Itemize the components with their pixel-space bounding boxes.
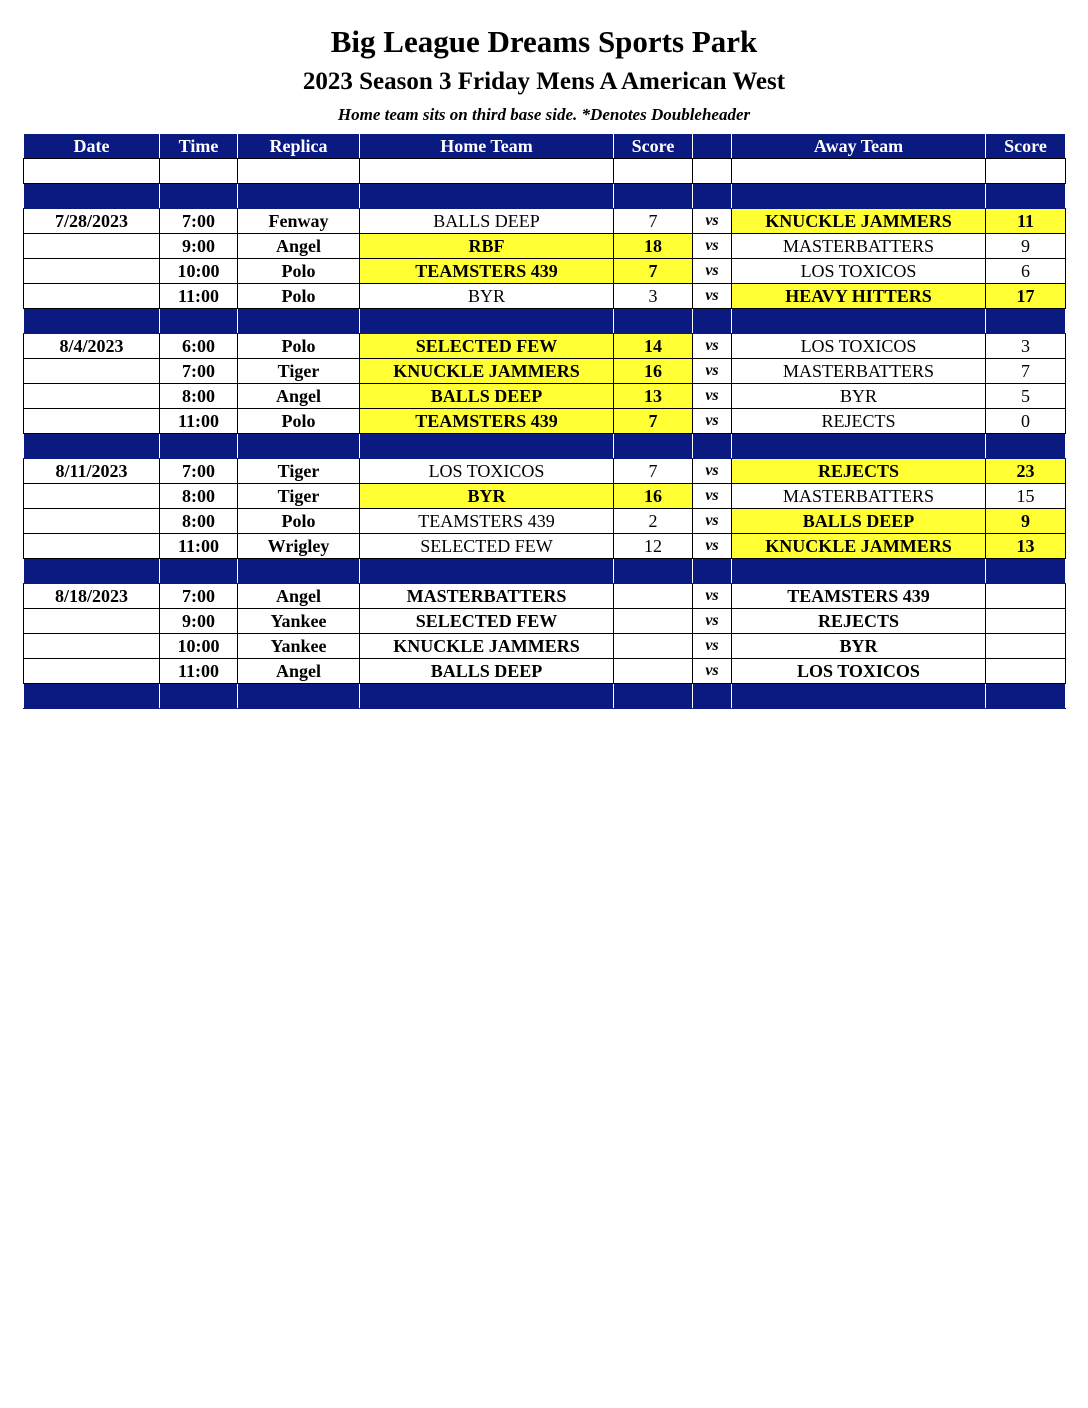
away-team-cell: REJECTS — [732, 409, 986, 434]
time-cell: 7:00 — [160, 209, 238, 234]
time-cell: 7:00 — [160, 359, 238, 384]
time-cell: 6:00 — [160, 334, 238, 359]
blank-cell — [614, 159, 693, 184]
separator-cell — [614, 184, 693, 209]
game-row — [24, 484, 1066, 509]
separator-cell — [732, 559, 986, 584]
replica-cell: Tiger — [238, 459, 360, 484]
separator-cell — [693, 309, 732, 334]
away-score-cell: 13 — [986, 534, 1066, 559]
away-score-cell: 17 — [986, 284, 1066, 309]
separator-cell — [24, 309, 160, 334]
replica-cell: Fenway — [238, 209, 360, 234]
separator-cell — [732, 184, 986, 209]
schedule-table — [23, 133, 1066, 709]
week-separator-row — [24, 184, 1066, 209]
time-cell: 8:00 — [160, 509, 238, 534]
away-team-cell: KNUCKLE JAMMERS — [732, 534, 986, 559]
date-cell — [24, 384, 160, 409]
home-score-cell: 7 — [614, 409, 693, 434]
replica-cell: Tiger — [238, 359, 360, 384]
home-team-cell: BYR — [360, 484, 614, 509]
date-cell — [24, 359, 160, 384]
week-separator-row — [24, 559, 1066, 584]
week-separator-row — [24, 434, 1066, 459]
vs-cell: vs — [693, 584, 732, 609]
away-score-cell: 23 — [986, 459, 1066, 484]
game-row — [24, 534, 1066, 559]
vs-cell: vs — [693, 334, 732, 359]
col-header-home-team: Home Team — [360, 134, 614, 159]
game-row — [24, 284, 1066, 309]
home-team-cell: SELECTED FEW — [360, 334, 614, 359]
blank-cell — [732, 159, 986, 184]
col-header-time: Time — [160, 134, 238, 159]
away-score-cell — [986, 634, 1066, 659]
game-row — [24, 409, 1066, 434]
replica-cell: Polo — [238, 284, 360, 309]
separator-cell — [986, 559, 1066, 584]
blank-cell — [160, 159, 238, 184]
blank-cell — [238, 159, 360, 184]
col-header-away-score: Score — [986, 134, 1066, 159]
away-score-cell: 3 — [986, 334, 1066, 359]
separator-cell — [986, 684, 1066, 709]
separator-cell — [732, 309, 986, 334]
date-cell — [24, 509, 160, 534]
home-score-cell — [614, 659, 693, 684]
time-cell: 8:00 — [160, 484, 238, 509]
away-score-cell: 6 — [986, 259, 1066, 284]
away-score-cell: 5 — [986, 384, 1066, 409]
col-header-away-team: Away Team — [732, 134, 986, 159]
home-team-cell: SELECTED FEW — [360, 609, 614, 634]
home-score-cell — [614, 584, 693, 609]
vs-cell: vs — [693, 509, 732, 534]
away-team-cell: BYR — [732, 634, 986, 659]
vs-cell: vs — [693, 284, 732, 309]
date-cell: 8/18/2023 — [24, 584, 160, 609]
separator-cell — [732, 684, 986, 709]
separator-cell — [986, 184, 1066, 209]
home-score-cell: 13 — [614, 384, 693, 409]
away-score-cell — [986, 659, 1066, 684]
home-score-cell: 3 — [614, 284, 693, 309]
separator-cell — [693, 184, 732, 209]
home-team-cell: MASTERBATTERS — [360, 584, 614, 609]
away-score-cell: 0 — [986, 409, 1066, 434]
game-row — [24, 359, 1066, 384]
vs-cell: vs — [693, 234, 732, 259]
away-team-cell: MASTERBATTERS — [732, 234, 986, 259]
home-team-cell: TEAMSTERS 439 — [360, 509, 614, 534]
blank-cell — [360, 159, 614, 184]
replica-cell: Tiger — [238, 484, 360, 509]
home-score-cell: 12 — [614, 534, 693, 559]
away-team-cell: REJECTS — [732, 609, 986, 634]
home-team-cell: BALLS DEEP — [360, 209, 614, 234]
home-team-cell: BALLS DEEP — [360, 384, 614, 409]
separator-cell — [160, 184, 238, 209]
separator-cell — [238, 184, 360, 209]
game-row — [24, 459, 1066, 484]
date-cell — [24, 234, 160, 259]
away-team-cell: MASTERBATTERS — [732, 484, 986, 509]
home-team-cell: BALLS DEEP — [360, 659, 614, 684]
home-team-cell: RBF — [360, 234, 614, 259]
time-cell: 11:00 — [160, 534, 238, 559]
separator-cell — [160, 559, 238, 584]
home-score-cell: 16 — [614, 484, 693, 509]
home-team-cell: LOS TOXICOS — [360, 459, 614, 484]
date-cell: 8/4/2023 — [24, 334, 160, 359]
game-row — [24, 234, 1066, 259]
separator-cell — [24, 559, 160, 584]
blank-cell — [24, 159, 160, 184]
separator-cell — [360, 309, 614, 334]
away-team-cell: BALLS DEEP — [732, 509, 986, 534]
vs-cell: vs — [693, 659, 732, 684]
separator-cell — [693, 559, 732, 584]
date-cell — [24, 534, 160, 559]
separator-cell — [24, 184, 160, 209]
blank-cell — [986, 159, 1066, 184]
away-team-cell: LOS TOXICOS — [732, 659, 986, 684]
time-cell: 9:00 — [160, 234, 238, 259]
col-header-replica: Replica — [238, 134, 360, 159]
vs-cell: vs — [693, 484, 732, 509]
game-row — [24, 509, 1066, 534]
separator-cell — [360, 184, 614, 209]
separator-cell — [614, 434, 693, 459]
blank-row — [24, 159, 1066, 184]
replica-cell: Polo — [238, 259, 360, 284]
date-cell — [24, 259, 160, 284]
separator-cell — [732, 434, 986, 459]
replica-cell: Polo — [238, 509, 360, 534]
home-score-cell: 18 — [614, 234, 693, 259]
home-score-cell: 2 — [614, 509, 693, 534]
separator-cell — [238, 684, 360, 709]
time-cell: 7:00 — [160, 459, 238, 484]
separator-cell — [614, 309, 693, 334]
schedule-body — [24, 159, 1066, 709]
time-cell: 9:00 — [160, 609, 238, 634]
blank-cell — [693, 159, 732, 184]
separator-cell — [693, 434, 732, 459]
time-cell: 10:00 — [160, 634, 238, 659]
away-score-cell — [986, 584, 1066, 609]
separator-cell — [238, 309, 360, 334]
time-cell: 11:00 — [160, 284, 238, 309]
separator-cell — [238, 434, 360, 459]
game-row — [24, 634, 1066, 659]
week-separator-row — [24, 309, 1066, 334]
date-cell: 7/28/2023 — [24, 209, 160, 234]
home-team-cell: TEAMSTERS 439 — [360, 409, 614, 434]
away-score-cell: 7 — [986, 359, 1066, 384]
game-row — [24, 584, 1066, 609]
col-header-vs — [693, 134, 732, 159]
vs-cell: vs — [693, 384, 732, 409]
separator-cell — [986, 309, 1066, 334]
separator-cell — [360, 684, 614, 709]
replica-cell: Angel — [238, 584, 360, 609]
time-cell: 11:00 — [160, 659, 238, 684]
away-score-cell: 9 — [986, 509, 1066, 534]
week-separator-row — [24, 684, 1066, 709]
game-row — [24, 659, 1066, 684]
date-cell: 8/11/2023 — [24, 459, 160, 484]
away-score-cell: 9 — [986, 234, 1066, 259]
separator-cell — [986, 434, 1066, 459]
date-cell — [24, 634, 160, 659]
separator-cell — [24, 684, 160, 709]
vs-cell: vs — [693, 609, 732, 634]
home-team-cell: BYR — [360, 284, 614, 309]
time-cell: 8:00 — [160, 384, 238, 409]
away-team-cell: TEAMSTERS 439 — [732, 584, 986, 609]
away-team-cell: REJECTS — [732, 459, 986, 484]
separator-cell — [360, 434, 614, 459]
date-cell — [24, 484, 160, 509]
home-score-cell — [614, 609, 693, 634]
col-header-date: Date — [24, 134, 160, 159]
col-header-home-score: Score — [614, 134, 693, 159]
separator-cell — [693, 684, 732, 709]
replica-cell: Angel — [238, 234, 360, 259]
separator-cell — [360, 559, 614, 584]
home-score-cell: 7 — [614, 459, 693, 484]
date-cell — [24, 609, 160, 634]
replica-cell: Polo — [238, 334, 360, 359]
away-score-cell — [986, 609, 1066, 634]
game-row — [24, 384, 1066, 409]
separator-cell — [24, 434, 160, 459]
vs-cell: vs — [693, 534, 732, 559]
time-cell: 11:00 — [160, 409, 238, 434]
vs-cell: vs — [693, 409, 732, 434]
separator-cell — [160, 684, 238, 709]
home-team-cell: SELECTED FEW — [360, 534, 614, 559]
replica-cell: Polo — [238, 409, 360, 434]
date-cell — [24, 284, 160, 309]
home-team-cell: KNUCKLE JAMMERS — [360, 634, 614, 659]
game-row — [24, 259, 1066, 284]
replica-cell: Yankee — [238, 609, 360, 634]
vs-cell: vs — [693, 459, 732, 484]
away-score-cell: 15 — [986, 484, 1066, 509]
away-score-cell: 11 — [986, 209, 1066, 234]
home-score-cell: 7 — [614, 209, 693, 234]
schedule-note: Home team sits on third base side. *Denotes Doubleheader — [337, 105, 751, 124]
date-cell — [24, 409, 160, 434]
game-row — [24, 209, 1066, 234]
time-cell: 10:00 — [160, 259, 238, 284]
replica-cell: Angel — [238, 384, 360, 409]
replica-cell: Yankee — [238, 634, 360, 659]
home-score-cell: 14 — [614, 334, 693, 359]
separator-cell — [160, 434, 238, 459]
vs-cell: vs — [693, 259, 732, 284]
separator-cell — [614, 559, 693, 584]
separator-cell — [238, 559, 360, 584]
away-team-cell: KNUCKLE JAMMERS — [732, 209, 986, 234]
separator-cell — [614, 684, 693, 709]
page-subtitle: 2023 Season 3 Friday Mens A American West — [302, 68, 786, 95]
away-team-cell: LOS TOXICOS — [732, 259, 986, 284]
home-score-cell — [614, 634, 693, 659]
game-row — [24, 609, 1066, 634]
home-team-cell: KNUCKLE JAMMERS — [360, 359, 614, 384]
away-team-cell: MASTERBATTERS — [732, 359, 986, 384]
home-score-cell: 16 — [614, 359, 693, 384]
replica-cell: Wrigley — [238, 534, 360, 559]
away-team-cell: LOS TOXICOS — [732, 334, 986, 359]
table-header-row — [24, 134, 1066, 159]
time-cell: 7:00 — [160, 584, 238, 609]
home-team-cell: TEAMSTERS 439 — [360, 259, 614, 284]
away-team-cell: BYR — [732, 384, 986, 409]
vs-cell: vs — [693, 634, 732, 659]
game-row — [24, 334, 1066, 359]
separator-cell — [160, 309, 238, 334]
home-score-cell: 7 — [614, 259, 693, 284]
page-title: Big League Dreams Sports Park — [330, 24, 758, 59]
date-cell — [24, 659, 160, 684]
replica-cell: Angel — [238, 659, 360, 684]
vs-cell: vs — [693, 359, 732, 384]
away-team-cell: HEAVY HITTERS — [732, 284, 986, 309]
vs-cell: vs — [693, 209, 732, 234]
